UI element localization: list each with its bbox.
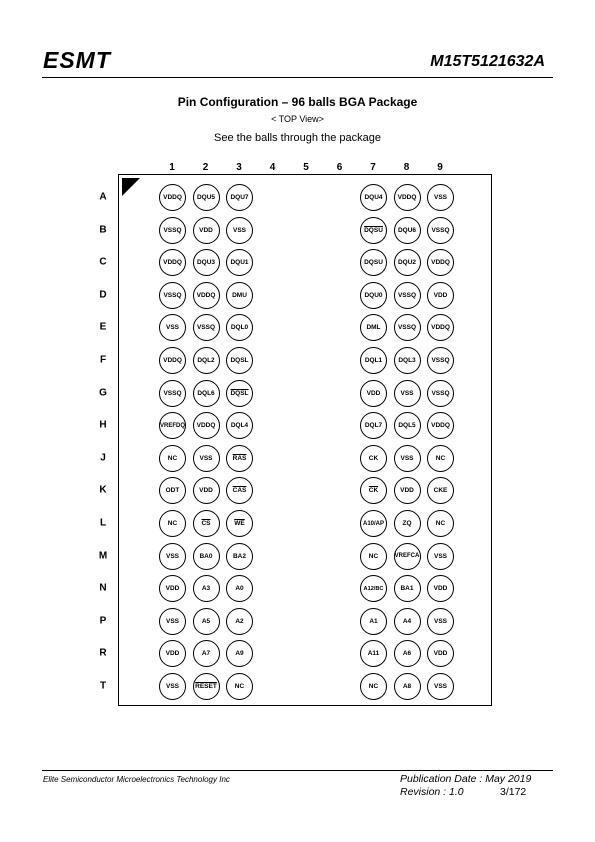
ball-B1 (159, 217, 186, 244)
footer-company: Elite Semiconductor Microelectronics Technology Inc (43, 775, 230, 784)
ball-label: VSSQ (431, 226, 450, 234)
footer-publication-info (400, 773, 531, 799)
ball-label: VDD (165, 650, 180, 658)
ball-label: VDD (165, 585, 180, 593)
ball-D8 (394, 282, 421, 309)
ball-label: VDD (400, 487, 414, 495)
ball-label: VSS (433, 617, 447, 625)
ball-label: DQL6 (197, 389, 215, 397)
ball-C7 (360, 249, 387, 276)
column-header-5: 5 (303, 162, 309, 173)
row-header-C: C (99, 256, 107, 268)
ball-F2 (193, 347, 220, 374)
row-header-N: N (99, 582, 107, 594)
ball-label: VSS (165, 324, 179, 332)
ball-label: VDDQ (196, 291, 216, 299)
ball-J8 (394, 445, 421, 472)
ball-label: VDD (366, 389, 381, 397)
ball-P1 (159, 608, 186, 635)
ball-L7 (360, 510, 387, 537)
ball-D7 (360, 282, 387, 309)
ball-label: VSS (165, 617, 179, 625)
ball-label: VSSQ (397, 324, 417, 332)
ball-B8 (394, 217, 421, 244)
ball-label: CK (368, 454, 379, 462)
column-header-4: 4 (269, 162, 276, 173)
ball-label: VDDQ (196, 422, 216, 430)
ball-label: VDD (433, 585, 448, 593)
row-header-T: T (99, 680, 107, 692)
ball-A7 (360, 184, 387, 211)
ball-T8 (394, 673, 421, 700)
view-subtitle: < TOP View> (271, 114, 324, 124)
ball-label: VSS (400, 454, 414, 462)
ball-H8 (394, 412, 421, 439)
row-header-R: R (99, 647, 107, 659)
ball-label: VDD (433, 650, 448, 658)
ball-label: A12/BC (363, 585, 384, 592)
ball-G1 (159, 380, 186, 407)
ball-label: DQSL (230, 357, 249, 364)
revision: Revision : 1.0 (400, 786, 464, 798)
ball-D9 (427, 282, 454, 309)
row-header-D: D (99, 289, 107, 301)
ball-label: VSS (199, 454, 213, 462)
ball-T3 (226, 673, 253, 700)
ball-C1 (159, 249, 186, 276)
ball-label: $\overline{WE}$ (234, 520, 245, 527)
ball-A9 (427, 184, 454, 211)
ball-K2 (193, 477, 220, 504)
ball-label: VSSQ (163, 291, 182, 299)
ball-F7 (360, 347, 387, 374)
ball-A3 (226, 184, 253, 211)
ball-label: DMU (232, 291, 247, 299)
ball-label: DQU4 (364, 194, 383, 201)
ball-M3 (226, 543, 253, 570)
ball-label: A6 (402, 650, 412, 658)
ball-label: ODT (165, 487, 180, 495)
ball-label: VSSQ (196, 324, 216, 332)
row-header-L: L (99, 517, 107, 529)
ball-label: A1 (369, 617, 378, 625)
ball-label: CKE (433, 487, 448, 495)
ball-label: VSS (232, 226, 246, 234)
ball-label: DQL4 (230, 422, 249, 430)
ball-L8 (394, 510, 421, 537)
page-number: 3/172 (500, 786, 527, 798)
ball-label: VDDQ (163, 194, 182, 201)
ball-label: DQU0 (364, 291, 383, 299)
ball-H1 (159, 412, 186, 439)
column-header-7: 7 (370, 162, 376, 173)
ball-label: BA1 (400, 585, 414, 593)
ball-J9 (427, 445, 454, 472)
ball-label: DQU2 (397, 259, 417, 267)
ball-label: VSS (433, 683, 447, 690)
ball-E2 (193, 314, 220, 341)
ball-label: BA2 (232, 552, 246, 560)
ball-G8 (394, 380, 421, 407)
ball-label: A4 (402, 617, 412, 625)
ball-R8 (394, 640, 421, 667)
ball-label: DQU5 (196, 194, 216, 201)
ball-C2 (193, 249, 220, 276)
page-title: Pin Configuration – 96 balls BGA Package (177, 95, 418, 109)
ball-label: A7 (201, 650, 211, 658)
ball-T2 (193, 673, 220, 700)
ball-label: VREFDQ (160, 422, 186, 429)
ball-label: DQL7 (364, 422, 383, 430)
ball-M1 (159, 543, 186, 570)
ball-C8 (394, 249, 421, 276)
ball-label: BA0 (199, 552, 213, 560)
ball-label: DQSU (364, 259, 383, 267)
ball-label: $\overline{RAS}$ (232, 454, 247, 462)
ball-label: DQU3 (196, 259, 216, 267)
ball-N2 (193, 575, 220, 602)
ball-label: A8 (402, 683, 412, 690)
row-header-F: F (99, 354, 107, 366)
ball-label: DQU7 (230, 194, 249, 201)
ball-H7 (360, 412, 387, 439)
ball-L9 (427, 510, 454, 537)
ball-J3 (226, 445, 253, 472)
ball-label: A0 (235, 585, 244, 593)
ball-label: VSSQ (163, 226, 182, 234)
row-header-E: E (99, 321, 107, 333)
ball-L3 (226, 510, 253, 537)
ball-label: $\overline{CAS}$ (232, 487, 247, 495)
column-header-3: 3 (236, 162, 242, 173)
ball-H9 (427, 412, 454, 439)
ball-G3 (226, 380, 253, 407)
ball-label: VSS (433, 552, 447, 560)
column-header-1: 1 (169, 162, 175, 173)
ball-label: NC (167, 454, 178, 462)
ball-T9 (427, 673, 454, 700)
ball-N9 (427, 575, 454, 602)
ball-P9 (427, 608, 454, 635)
column-header-9: 9 (437, 162, 443, 173)
ball-J7 (360, 445, 387, 472)
ball-label: NC (368, 683, 379, 690)
ball-label: VDDQ (431, 324, 450, 332)
view-note: See the balls through the package (214, 132, 381, 144)
ball-label: VDDQ (163, 357, 182, 364)
ball-label: DQSL (230, 389, 249, 397)
ball-L1 (159, 510, 186, 537)
row-header-A: A (99, 191, 107, 203)
ball-P2 (193, 608, 220, 635)
ball-label: ZQ (402, 520, 412, 527)
ball-B2 (193, 217, 220, 244)
ball-label: A10/AP (362, 520, 384, 527)
ball-G9 (427, 380, 454, 407)
ball-F1 (159, 347, 186, 374)
ball-G2 (193, 380, 220, 407)
company-logo: ESMT (43, 47, 111, 73)
ball-G7 (360, 380, 387, 407)
ball-label: A2 (235, 617, 244, 625)
ball-label: RESET (195, 683, 217, 690)
ball-B9 (427, 217, 454, 244)
ball-label: DQSU (364, 226, 383, 234)
ball-label: A9 (235, 650, 244, 658)
ball-N3 (226, 575, 253, 602)
ball-M9 (427, 543, 454, 570)
ball-label: NC (435, 454, 446, 462)
ball-label: NC (234, 683, 245, 690)
ball-label: A11 (367, 650, 380, 658)
row-header-G: G (99, 387, 107, 399)
ball-H3 (226, 412, 253, 439)
ball-label: $\overline{CK}$ (368, 487, 379, 495)
ball-label: VSS (433, 194, 447, 201)
row-header-B: B (99, 224, 107, 236)
ball-A2 (193, 184, 220, 211)
row-header-H: H (99, 419, 107, 431)
ball-label: DQL5 (398, 422, 416, 430)
ball-label: VSS (400, 389, 414, 397)
ball-label: VDDQ (431, 259, 450, 267)
ball-label: VSS (165, 683, 179, 690)
ball-label: NC (167, 520, 178, 527)
ball-D3 (226, 282, 253, 309)
header-rule (42, 77, 553, 78)
ball-label: $\overline{CS}$ (201, 520, 211, 527)
ball-M2 (193, 543, 220, 570)
ball-K8 (394, 477, 421, 504)
ball-label: VDD (433, 291, 448, 299)
ball-F8 (394, 347, 421, 374)
ball-label: DML (366, 324, 381, 332)
ball-label: VDDQ (431, 422, 450, 430)
ball-C3 (226, 249, 253, 276)
ball-M7 (360, 543, 387, 570)
ball-A8 (394, 184, 421, 211)
ball-label: VDD (199, 226, 213, 234)
ball-P3 (226, 608, 253, 635)
ball-label: NC (435, 520, 446, 527)
ball-T1 (159, 673, 186, 700)
ball-label: DQU6 (397, 226, 417, 234)
pin1-marker-icon (122, 178, 140, 196)
row-header-K: K (99, 484, 107, 496)
ball-B7 (360, 217, 387, 244)
ball-C9 (427, 249, 454, 276)
ball-label: VDDQ (397, 194, 417, 201)
ball-F9 (427, 347, 454, 374)
ball-label: DQL0 (230, 324, 249, 332)
ball-label: VSSQ (397, 291, 417, 299)
footer-rule (42, 770, 553, 771)
ball-M8 (394, 543, 421, 570)
ball-label: VSSQ (431, 389, 450, 397)
ball-H2 (193, 412, 220, 439)
ball-E8 (394, 314, 421, 341)
ball-label: A5 (201, 617, 211, 625)
ball-D2 (193, 282, 220, 309)
ball-A1 (159, 184, 186, 211)
ball-J2 (193, 445, 220, 472)
row-header-P: P (99, 615, 107, 627)
row-header-J: J (100, 452, 106, 464)
part-number: M15T5121632A (430, 53, 545, 70)
ball-R2 (193, 640, 220, 667)
ball-label: VREFCA (394, 553, 420, 560)
ball-N8 (394, 575, 421, 602)
ball-label: VSSQ (163, 389, 182, 397)
ball-label: DQL3 (398, 357, 416, 364)
column-header-2: 2 (202, 162, 209, 173)
ball-D1 (159, 282, 186, 309)
ball-N7 (360, 575, 387, 602)
ball-T7 (360, 673, 387, 700)
ball-label: VSS (165, 552, 179, 560)
ball-F3 (226, 347, 253, 374)
publication-date: Publication Date : May 2019 (400, 773, 532, 785)
ball-P7 (360, 608, 387, 635)
row-header-M: M (98, 550, 108, 562)
ball-L2 (193, 510, 220, 537)
column-header-8: 8 (403, 162, 410, 173)
ball-label: NC (368, 552, 379, 560)
ball-label: DQU1 (230, 259, 249, 267)
ball-P8 (394, 608, 421, 635)
ball-label: DQL2 (197, 357, 215, 364)
ball-label: VDD (199, 487, 213, 495)
column-header-6: 6 (336, 162, 343, 173)
ball-B3 (226, 217, 253, 244)
ball-label: DQL1 (364, 357, 383, 364)
ball-label: VSSQ (431, 357, 450, 364)
ball-N1 (159, 575, 186, 602)
ball-J1 (159, 445, 186, 472)
ball-label: A3 (201, 585, 211, 593)
ball-label: VDDQ (163, 259, 182, 267)
